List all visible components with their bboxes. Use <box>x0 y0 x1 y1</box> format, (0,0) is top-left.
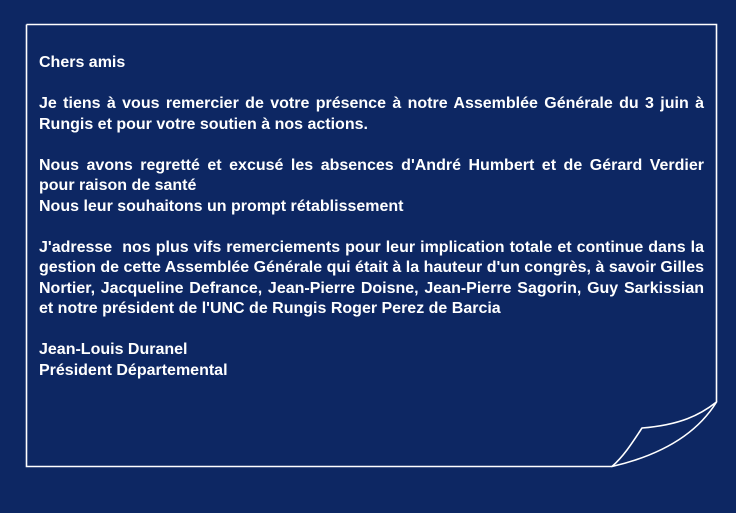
signature-name: Jean-Louis Duranel <box>39 341 188 358</box>
signature-title: Président Départemental <box>39 361 228 379</box>
page-curl-icon <box>612 402 717 467</box>
absences-text: Nous avons regretté et excusé les absences d'André Humbert et de Gérard Verdier pour raison de santé <box>39 156 704 194</box>
wishes-text: Nous leur souhaitons un prompt rétablissement <box>39 197 404 215</box>
paragraph-thanks: Je tiens à vous remercier de votre présence à notre Assemblée Générale du 3 juin à Rungis et pour votre soutien à nos actions. <box>39 95 704 133</box>
greeting: Chers amis <box>39 54 126 71</box>
letter-body <box>39 53 709 402</box>
paragraph-acknowledgements: J'adresse nos plus vifs remerciements pour leur implication totale et continue dans la gestion de cette Assemblée Générale qui était à la hauteur d'un congrès, à savoir Gilles Nortier, Jacqueline Defrance, Jean-Pierre Doisne, Jean-Pierre Sagorin, Guy Sarkissian et notre président de l'UNC de Rungis Roger Perez de Barcia <box>39 238 709 317</box>
paragraph-absences <box>39 156 704 218</box>
signature <box>39 340 704 381</box>
